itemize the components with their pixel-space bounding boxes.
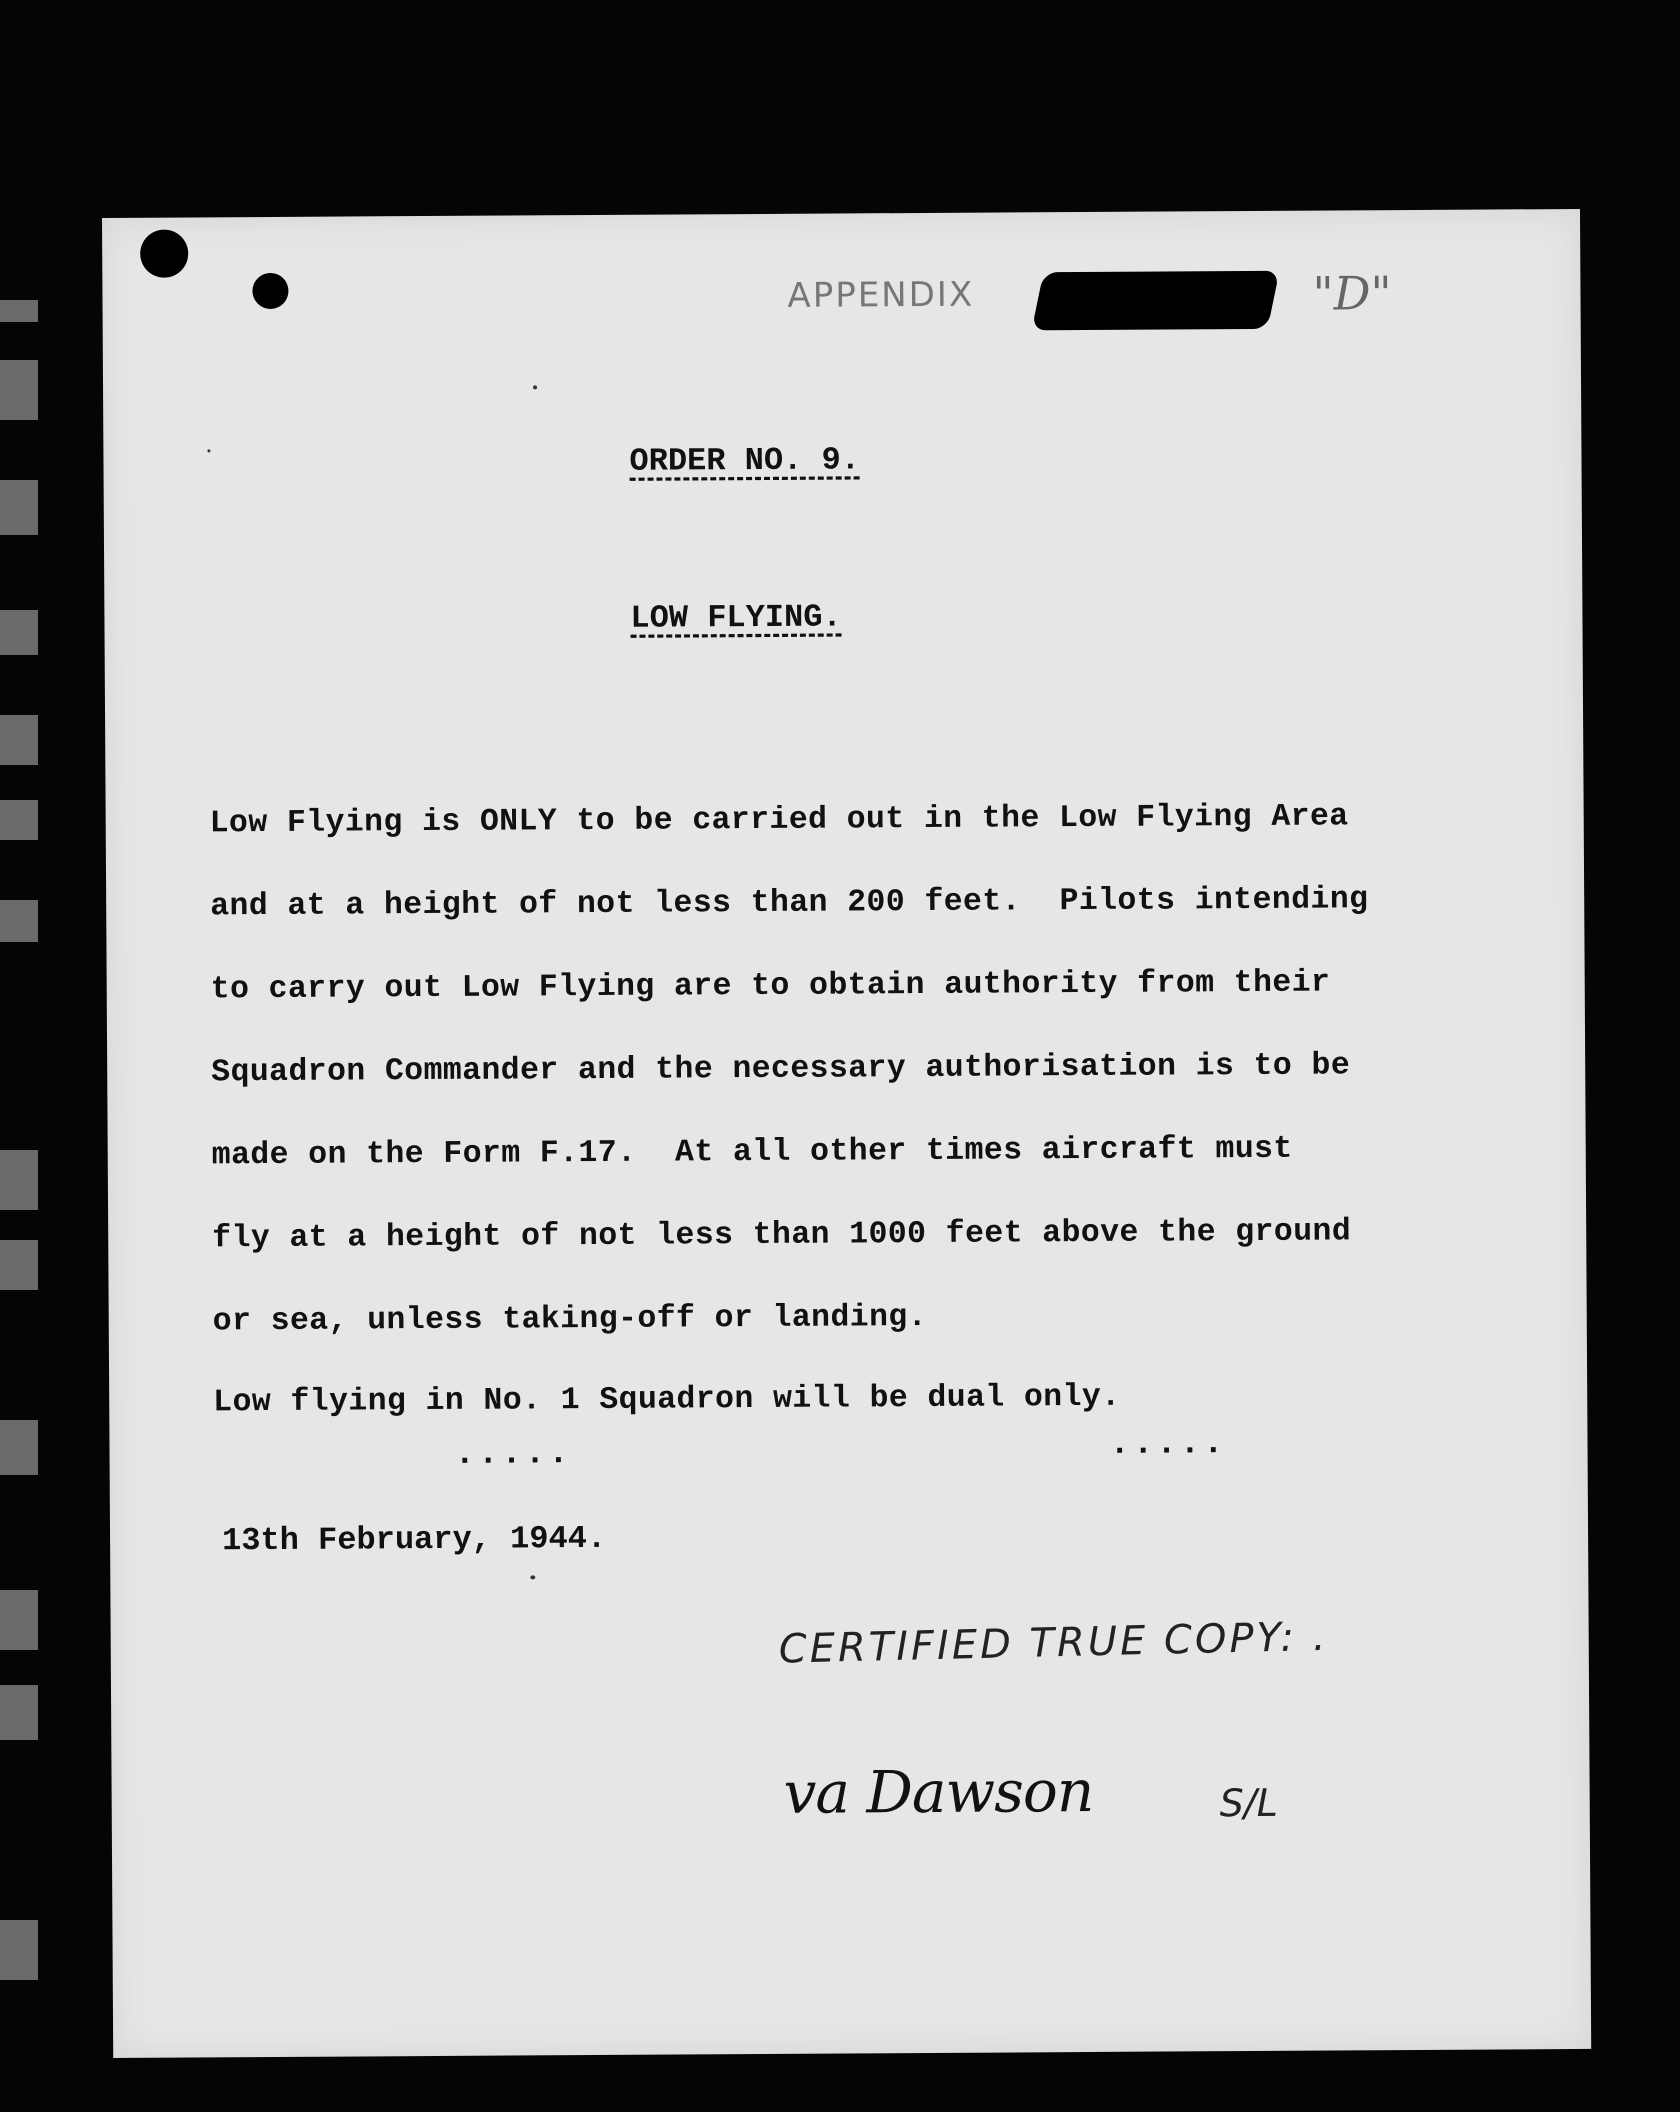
appendix-label: APPENDIX [787, 274, 975, 316]
order-date: 13th February, 1944. [221, 1519, 607, 1560]
film-edge-mark [0, 1420, 38, 1475]
film-edge-mark [0, 300, 38, 322]
paper-speck [207, 449, 210, 452]
film-edge-mark [0, 800, 38, 840]
signatory-rank: S/L [1219, 1780, 1278, 1826]
body-line: made on the Form F.17. At all other times aircraft must [211, 1131, 1293, 1174]
body-line: to carry out Low Flying are to obtain authority from their [210, 965, 1331, 1008]
body-line: Squadron Commander and the necessary authorisation is to be [211, 1048, 1351, 1091]
film-edge-mark [0, 715, 38, 765]
body-line: and at a height of not less than 200 feet. Pilots intending [210, 882, 1369, 925]
separator-dots: ..... [454, 1435, 572, 1474]
film-edge-mark [0, 610, 38, 655]
film-edge-mark [0, 1150, 38, 1210]
final-line: Low flying in No. 1 Squadron will be dual only. [213, 1379, 1121, 1421]
separator-dots: ..... [1109, 1425, 1227, 1464]
film-edge-mark [0, 1685, 38, 1740]
film-edge-mark [0, 900, 38, 942]
paper-speck [530, 1575, 535, 1579]
appendix-letter: "D" [1312, 266, 1392, 321]
body-line: or sea, unless taking-off or landing. [212, 1299, 928, 1340]
subject-title: LOW FLYING. [630, 598, 842, 637]
signature: va Dawson [783, 1756, 1094, 1827]
redaction-block [1032, 271, 1280, 331]
body-line: fly at a height of not less than 1000 feet above the ground [212, 1214, 1352, 1257]
order-body [209, 774, 1553, 1444]
punch-hole [140, 229, 188, 277]
film-edge-mark [0, 480, 38, 535]
film-edge-mark [0, 1240, 38, 1290]
document-sheet [102, 209, 1591, 2058]
paper-speck [533, 385, 537, 389]
certification-note: CERTIFIED TRUE COPY: . [778, 1613, 1329, 1673]
body-line: Low Flying is ONLY to be carried out in the Low Flying Area [209, 799, 1349, 842]
punch-hole [252, 273, 288, 309]
film-edge-mark [0, 1920, 38, 1980]
film-edge-mark [0, 360, 38, 420]
order-title: ORDER NO. 9. [629, 441, 861, 480]
film-edge-mark [0, 1590, 38, 1650]
